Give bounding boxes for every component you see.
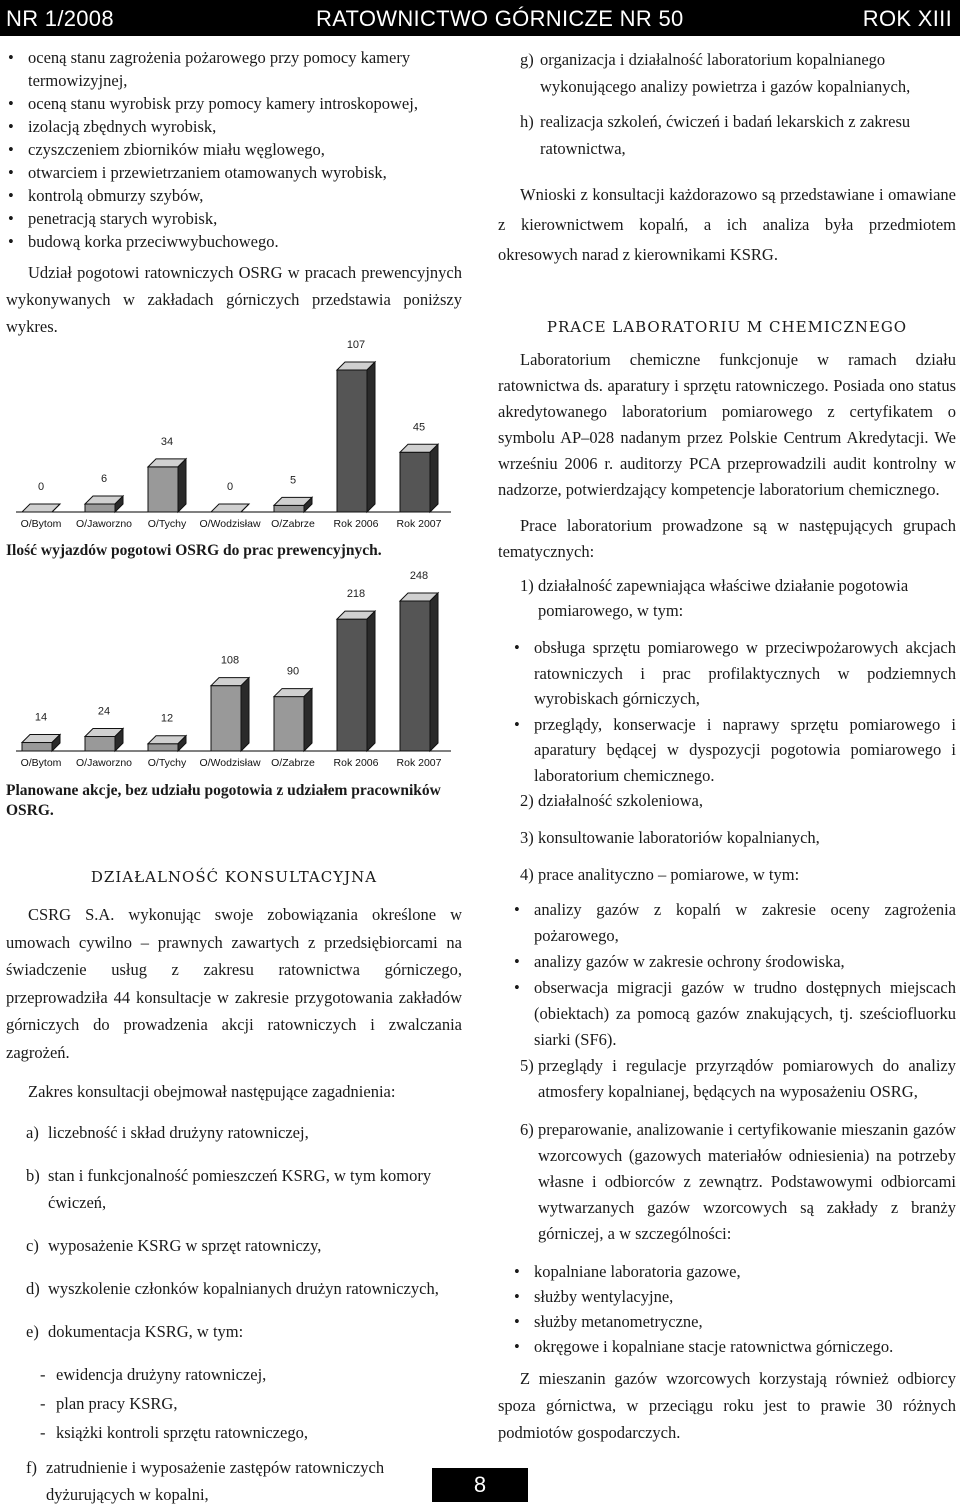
bar-side xyxy=(367,362,375,512)
data-label: 108 xyxy=(220,654,240,667)
bar-front xyxy=(211,686,241,751)
sub-list-item: - plan pracy KSRG, xyxy=(40,1394,178,1413)
category-label: O/Wodzisław xyxy=(199,757,261,769)
bar-front xyxy=(274,697,304,751)
bar-side xyxy=(241,678,249,751)
laboratory-paragraph: Laboratorium chemiczne funkcjonuje w ramach działu ratownictwa ds. aparatury i sprzętu ratowniczego. Posiada ono status akredytowanego laboratorium pomiarowego z certyfikatem o symbolu AP–028 nadanym przez Polskie Centrum Akredytacji. We wrześniu 2006 r. auditorzy PCA przeprowadzili audit kontrolny w nadzorze, potwierdzający kompetencje laboratorium chemicznego. xyxy=(498,350,956,499)
lab-group-4-bullets xyxy=(498,897,956,1053)
consulting-scope-list-f xyxy=(6,1454,462,1508)
category-label: O/Tychy xyxy=(147,518,187,530)
final-paragraph: Z mieszanin gazów wzorcowych korzystają również odbiorcy spoza górnictwa, w przeciągu roku jest to prawie 30 różnych podmiotów gospodarczych. xyxy=(498,1369,956,1442)
data-label: 24 xyxy=(97,705,111,718)
data-label: 107 xyxy=(346,340,366,351)
list-item: • czyszczeniem zbiorników miału węglowego, xyxy=(6,138,462,161)
data-label: 0 xyxy=(37,481,45,493)
category-label: Rok 2006 xyxy=(333,518,379,530)
scope-item-h: h) realizacja szkoleń, ćwiczeń i badań lekarskich z zakresu ratownictwa, xyxy=(520,112,911,158)
volume-year: ROK XIII xyxy=(862,6,952,31)
scope-item: b) stan i funkcjonalność pomieszczeń KSRG, w tym komory ćwiczeń, xyxy=(26,1166,432,1212)
list-item: • przeglądy, konserwacje i naprawy sprzętu pomiarowego i aparatury będącej w dyspozycji pogotowia pomiarowego i laboratorium chemicznego. xyxy=(512,712,956,789)
bar-top xyxy=(22,504,60,512)
bar-front xyxy=(337,619,367,751)
bar-front xyxy=(400,601,430,751)
scope-item: a) liczebność i skład drużyny ratowniczej, xyxy=(26,1123,309,1142)
chart2-caption: Planowane akcje, bez udziału pogotowia z udziałem pracowników OSRG. xyxy=(6,782,441,819)
sub-list-item: - książki kontroli sprzętu ratowniczego, xyxy=(40,1423,309,1442)
data-label: 0 xyxy=(226,481,234,493)
bar-side xyxy=(367,611,375,751)
journal-title: RATOWNICTWO GÓRNICZE NR 50 xyxy=(316,6,684,31)
lab-group-1-bullets xyxy=(498,635,956,788)
bar-front xyxy=(400,452,430,512)
issue-number: NR 1/2008 xyxy=(6,6,114,31)
lab-group-1 xyxy=(498,573,956,623)
list-item: • oceną stanu wyrobisk przy pomocy kamery introskopowej, xyxy=(6,92,462,115)
scope-item: c) wyposażenie KSRG w sprzęt ratowniczy, xyxy=(26,1236,322,1255)
list-item: • analizy gazów w zakresie ochrony środowiska, xyxy=(512,949,956,975)
prevention-activities-list xyxy=(6,46,462,253)
data-label: 34 xyxy=(160,435,174,448)
category-label: Rok 2007 xyxy=(396,518,442,530)
bar-front xyxy=(85,504,115,512)
category-label: O/Zabrze xyxy=(271,518,315,530)
documentation-sublist xyxy=(6,1361,462,1446)
lab-group-item-4: 4) prace analityczno – pomiarowe, w tym: xyxy=(520,865,800,884)
bar-front xyxy=(85,736,115,751)
laboratory-groups-intro: Prace laboratorium prowadzone są w następujących grupach tematycznych: xyxy=(498,516,956,561)
consulting-scope-list xyxy=(6,1119,462,1345)
list-item: • okręgowe i kopalniane stacje ratownictwa górniczego. xyxy=(512,1334,956,1359)
category-label: O/Jaworzno xyxy=(75,757,133,769)
page-header xyxy=(0,0,960,36)
data-label: 90 xyxy=(286,665,300,678)
list-item: • obserwacja migracji gazów w trudno dostępnych miejscach (obiektach) za pomocą gazów znakujących, tj. sześciofluorku siarki (SF6). xyxy=(512,975,956,1053)
chart-planned-actions xyxy=(0,570,460,775)
scope-item: d) wyszkolenie członków kopalnianych drużyn ratowniczych, xyxy=(26,1279,439,1298)
list-item: • budową korka przeciwwybuchowego. xyxy=(6,230,462,253)
bar-side xyxy=(304,689,312,751)
category-label: O/Bytom xyxy=(20,757,62,769)
lab-group-6-bullets xyxy=(498,1259,956,1359)
list-item: • oceną stanu zagrożenia pożarowego przy pomocy kamery termowizyjnej, xyxy=(6,46,462,92)
sub-list-item: - ewidencja drużyny ratowniczej, xyxy=(40,1365,267,1384)
category-label: O/Wodzisław xyxy=(199,518,261,530)
lab-group-item-3: 3) konsultowanie laboratoriów kopalnianych, xyxy=(520,828,820,847)
lab-group-item-6: 6) preparowanie, analizowanie i certyfikowanie mieszanin gazów wzorcowych (gazowych materiałów odniesienia) na potrzeby własne i odbiorców z zewnątrz. Podstawowymi odbiorcami wytwarzanych gazów wzorcowych są zakłady z branży górniczej, a w szczególności: xyxy=(520,1120,956,1243)
category-label: O/Bytom xyxy=(20,518,62,530)
data-label: 218 xyxy=(346,588,366,601)
list-item: • służby metanometryczne, xyxy=(512,1309,956,1334)
category-label: O/Jaworzno xyxy=(75,518,133,530)
data-label: 45 xyxy=(412,421,426,434)
bar-front xyxy=(22,743,52,751)
lab-group-item-1: 1) działalność zapewniająca właściwe działanie pogotowia pomiarowego, w tym: xyxy=(520,576,909,620)
list-item: • kontrolą obmurzy szybów, xyxy=(6,184,462,207)
section-title-laboratory: PRACE LABORATORIU M CHEMICZNEGO xyxy=(546,318,908,336)
category-label: O/Tychy xyxy=(147,757,187,769)
chart1-caption: Ilość wyjazdów pogotowi OSRG do prac prewencyjnych. xyxy=(6,542,382,559)
chart-preventive-trips xyxy=(0,340,460,540)
section-title-consulting: DZIAŁALNOŚĆ KONSULTACYJNA xyxy=(90,868,378,886)
data-label: 248 xyxy=(409,570,429,582)
scope-item-g: g) organizacja i działalność laboratorium kopalnianego wykonującego analizy powietrza i gazów kopalnianych, xyxy=(520,50,911,96)
data-label: 12 xyxy=(160,712,174,725)
left-column-bottom xyxy=(6,866,462,1508)
bar-front xyxy=(148,467,178,512)
bar-side xyxy=(178,459,186,512)
left-column-top xyxy=(6,46,462,340)
page-number: 8 xyxy=(432,1468,528,1502)
bar-side xyxy=(430,593,438,751)
list-item: • służby wentylacyjne, xyxy=(512,1284,956,1309)
right-column xyxy=(498,46,956,1446)
list-item: • kopalniane laboratoria gazowe, xyxy=(512,1259,956,1284)
list-item: • analizy gazów z kopalń w zakresie oceny zagrożenia pożarowego, xyxy=(512,897,956,949)
bar-top xyxy=(211,504,249,512)
bar-front xyxy=(274,505,304,512)
bar-front xyxy=(148,744,178,751)
category-label: Rok 2007 xyxy=(396,757,442,769)
category-label: Rok 2006 xyxy=(333,757,379,769)
lab-group-item-2: 2) działalność szkoleniowa, xyxy=(520,791,703,810)
list-item: • penetracją starych wyrobisk, xyxy=(6,207,462,230)
data-label: 14 xyxy=(34,711,48,724)
consulting-scope-intro: Zakres konsultacji obejmował następujące zagadnienia: xyxy=(28,1082,396,1101)
lab-group-item-5: 5) przeglądy i regulacje przyrządów pomiarowych do analizy atmosfery kopalnianej, będących na wyposażeniu OSRG, xyxy=(520,1056,956,1101)
lab-group-2-4 xyxy=(498,788,956,887)
bar-front xyxy=(337,370,367,512)
list-item: • izolacją zbędnych wyrobisk, xyxy=(6,115,462,138)
bar-side xyxy=(430,444,438,512)
consulting-paragraph: CSRG S.A. wykonując swoje zobowiązania określone w umowach cywilno – prawnych zawartych z przedsiębiorcami na świadczenie usług z zakresu ratownictwa górniczego, przeprowadziła 44 konsultacje w zakresie przygotowania zakładów górniczych do prowadzenia akcji ratowniczych i zwalczania zagrożeń. xyxy=(6,905,462,1062)
consulting-scope-list-cont xyxy=(498,46,956,162)
list-item: • otwarciem i przewietrzaniem otamowanych wyrobisk, xyxy=(6,161,462,184)
category-label: O/Zabrze xyxy=(271,757,315,769)
list-item: • obsługa sprzętu pomiarowego w przeciwpożarowych akcjach ratowniczych i prac profilaktycznych w podziemnych wyrobiskach górniczych, xyxy=(512,635,956,712)
chart-intro-paragraph: Udział pogotowi ratowniczych OSRG w pracach prewencyjnych wykonywanych w zakładach górniczych przedstawia poniższy wykres. xyxy=(6,263,462,336)
data-label: 6 xyxy=(100,473,108,486)
scope-item: e) dokumentacja KSRG, w tym: xyxy=(26,1322,244,1341)
data-label: 5 xyxy=(289,474,297,487)
scope-item-f: f) zatrudnienie i wyposażenie zastępów ratowniczych dyżurujących w kopalni, xyxy=(26,1458,385,1504)
conclusions-paragraph: Wnioski z konsultacji każdorazowo są przedstawiane i omawiane z kierownictwem kopalń, a ich analiza była przedmiotem okresowych narad z kierownikami KSRG. xyxy=(498,185,956,264)
lab-group-5-6 xyxy=(498,1053,956,1247)
